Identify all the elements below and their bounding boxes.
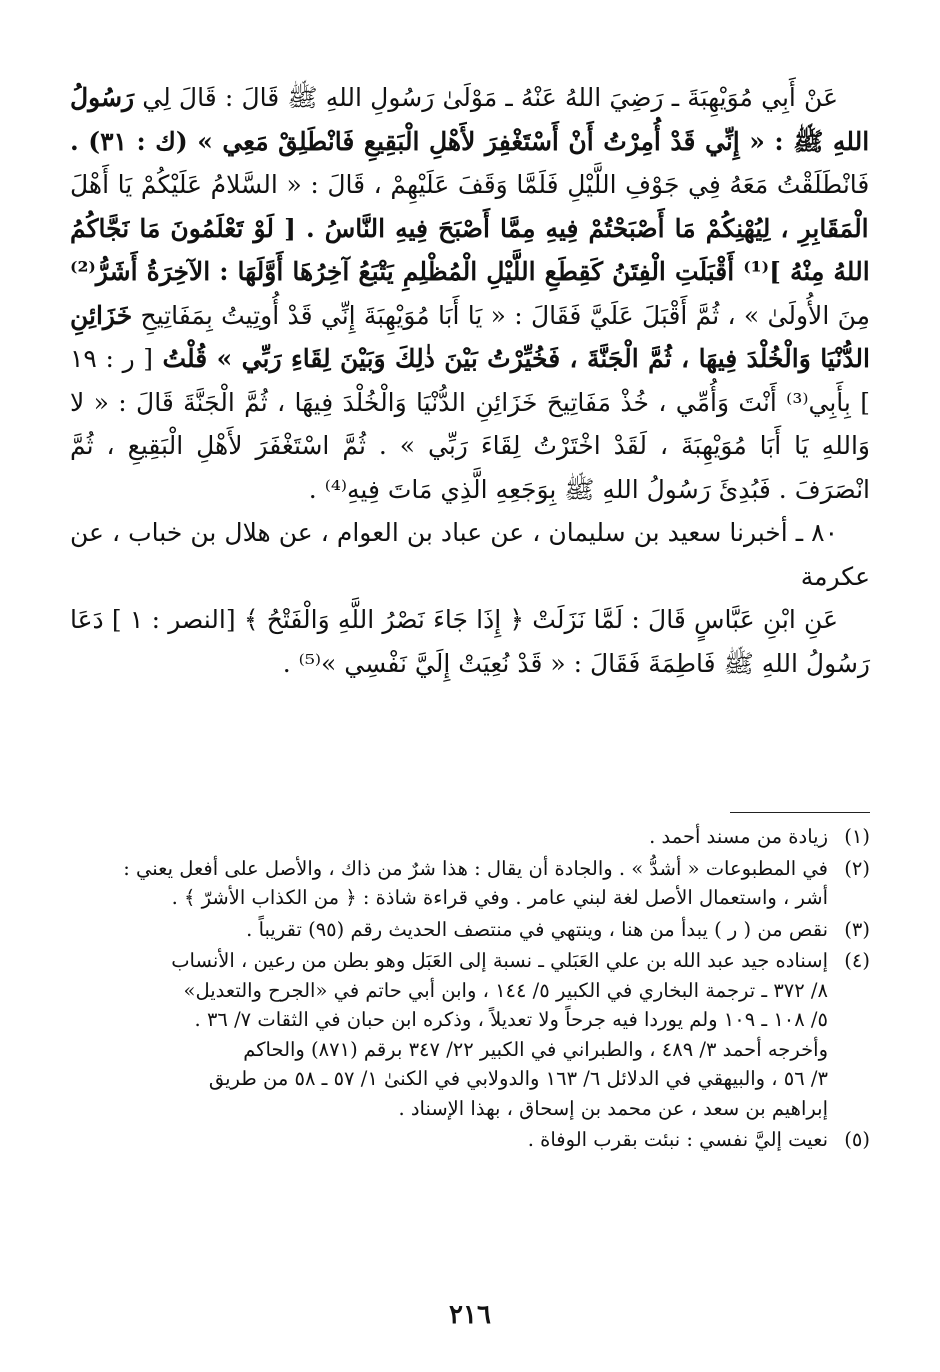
footnote — [70, 854, 870, 913]
footnote-text — [70, 946, 828, 1123]
hadith-paragraph-79 — [70, 76, 870, 511]
footnote — [70, 822, 870, 852]
page-number: ٢١٦ — [449, 1300, 491, 1330]
footnote — [70, 915, 870, 945]
footnote-line: في المطبوعات « أشدُّ » . والجادة أن يقال : هذا شرٌ من ذاك ، والأصل على أفعل يعني : — [123, 856, 828, 880]
footnote-line: زيادة من مسند أحمد . — [649, 825, 828, 848]
footnote-text — [70, 854, 828, 913]
footnote-number: (٢) — [844, 856, 870, 880]
footnote — [70, 1125, 870, 1155]
footnote-separator — [730, 812, 870, 813]
footnote-number: (٣) — [844, 917, 870, 941]
isnad-paragraph-80 — [70, 511, 870, 598]
text-line: خباب ، عن عكرمة — [70, 518, 870, 591]
footnote-line: ٥/ ١٠٨ ـ ١٠٩ ولم يوردا فيه جرحاً ولا تعديلاً ، وذكره ابن حبان في الثقات ٧/ ٣٦ . — [194, 1008, 828, 1031]
footnote-line: إسناده جيد عبد الله بن علي العَبَلي ـ نسبة إلى العَبَل وهو بطن من رعين ، الأنساب — [171, 949, 828, 972]
footnote-line: وأخرجه أحمد ٣/ ٤٨٩ ، والطبراني في الكبير ٢٢/ ٣٤٧ برقم (٨٧١) والحاكم — [243, 1037, 828, 1061]
footnote-text — [70, 822, 828, 852]
text-line: [ ر : ١٩ ] بِأَبِي⁽³⁾ أَنْتَ وَأُمِّي ، خُذْ مَفَاتِيحَ خَزَائِنِ الدُّنْيَا وَالْخُلْدَ فِيهَا ، ثُمَّ — [70, 344, 870, 417]
text-line: الْبَقِيعِ ، ثُمَّ انْصَرَفَ . فَبُدِئَ رَسُولُ اللهِ ﷺ بِوَجَعِهِ الَّذِي مَاتَ فِيهِ⁽⁴⁾ . — [70, 431, 870, 504]
text-line: عَنْ أَبِي مُوَيْهِبَةَ ـ رَضِيَ اللهُ عَنْهُ ـ مَوْلَىٰ رَسُولِ اللهِ ﷺ قَالَ : قَالَ لِي — [134, 83, 838, 112]
text-line: الْجَنَّةَ قَالَ : « لا وَاللهِ يَا أَبَا مُوَيْهِبَةَ ، لَقَدْ اخْتَرْتُ لِقَاءَ رَبِّي » . ثُمَّ اسْتَغْفَرَ لأَهْلِ — [70, 387, 870, 460]
text-line: مِنَ الأُولَىٰ » ، ثُمَّ أَقْبَلَ عَلَيَّ فَقَالَ : « يَا أَبَا مُوَيْهِبَةَ إِنِّي قَدْ أُوتِيتُ بِمَفَاتِيحِ — [132, 300, 870, 330]
footnotes — [70, 822, 870, 1157]
footnote — [70, 946, 870, 1123]
text-line: فَانْطَلَقْتُ مَعَهُ فِي جَوْفِ اللَّيْلِ فَلَمَّا وَقَفَ عَلَيْهِمْ ، قَالَ : « السَّلامُ عَلَيْكُمْ يَا أَهْلَ — [70, 170, 870, 199]
text-line: ٨٠ ـ أخبرنا سعيد بن سليمان ، عن عباد بن العوام ، عن هلال بن — [182, 518, 839, 547]
text-line: اللهُ مِنْهُ ]⁽¹⁾ أَقْبَلَتِ الْفِتَنُ كَقِطَعِ اللَّيْلِ الْمُظْلِمِ يَتْبَعُ آخِرُهَا أَوَّلَهَا : الآخِرَةُ أَشَرُّ⁽²⁾ — [70, 257, 870, 286]
text-line: الْمَقَابِرِ ، لِيُهْنِكُمْ مَا أَصْبَحْتُمْ فِيهِ مِمَّا أَصْبَحَ فِيهِ النَّاسُ . [ لَوْ تَعْلَمُونَ مَا نَجَّاكُمُ — [70, 213, 869, 243]
text-line: خَزَائِنِ الدُّنْيَا وَالْخُلْدَ فِيهَا ، ثُمَّ الْجَنَّةَ ، فَخُيِّرْتُ بَيْنَ ذٰلِكَ وَبَيْنَ لِقَاءِ رَبِّي » قُلْتُ — [70, 300, 870, 373]
footnote-number: (١) — [844, 825, 870, 848]
footnote-line: نعيت إليَّ نفسي : نبئت بقرب الوفاة . — [527, 1128, 828, 1151]
footnote-line: ٨/ ٣٧٢ ـ ترجمة البخاري في الكبير ٥/ ١٤٤ ، وابن أبي حاتم في «الجرح والتعديل» — [183, 978, 828, 1002]
text-line: عَنِ ابْنِ عَبَّاسٍ قَالَ : لَمَّا نَزَلَتْ ﴿ إِذَا جَاءَ نَصْرُ اللَّهِ وَالْفَتْحُ ﴾ — [235, 605, 838, 634]
text-line: [النصر : ١ ] دَعَا رَسُولُ اللهِ ﷺ فَاطِمَةَ فَقَالَ : « قَدْ نُعِيَتْ إِلَيَّ نَفْسِي »⁽⁵⁾ . — [70, 605, 870, 678]
hadith-paragraph-80 — [70, 598, 870, 685]
footnote-number: (٥) — [844, 1128, 870, 1151]
footnote-line: إبراهيم بن سعد ، عن محمد بن إسحاق ، بهذا الإسناد . — [398, 1096, 828, 1120]
main-text — [70, 76, 870, 685]
footnote-text — [70, 1125, 828, 1155]
footnote-number: (٤) — [844, 949, 870, 972]
footnote-line: ٣/ ٥٦ ، والبيهقي في الدلائل ٦/ ١٦٣ والدولابي في الكنىٰ ١/ ٥٧ ـ ٥٨ من طريق — [208, 1067, 828, 1090]
footnote-line: أشر ، واستعمال الأصل لغة لبني عامر . وفي قراءة شاذة : ﴿ من الكذاب الأشرّ ﴾ . — [171, 886, 828, 909]
footnote-line: نقص من ( ر ) يبدأ من هنا ، وينتهي في منتصف الحديث رقم (٩٥) تقريباً . — [246, 917, 828, 941]
footnote-text — [70, 915, 828, 945]
text-line: رَسُولُ اللهِ ﷺ : « إِنِّي قَدْ أُمِرْتُ أَنْ أَسْتَغْفِرَ لأَهْلِ الْبَقِيعِ فَانْطَلِقْ مَعِي » (ك : ٣١) . — [70, 83, 870, 156]
